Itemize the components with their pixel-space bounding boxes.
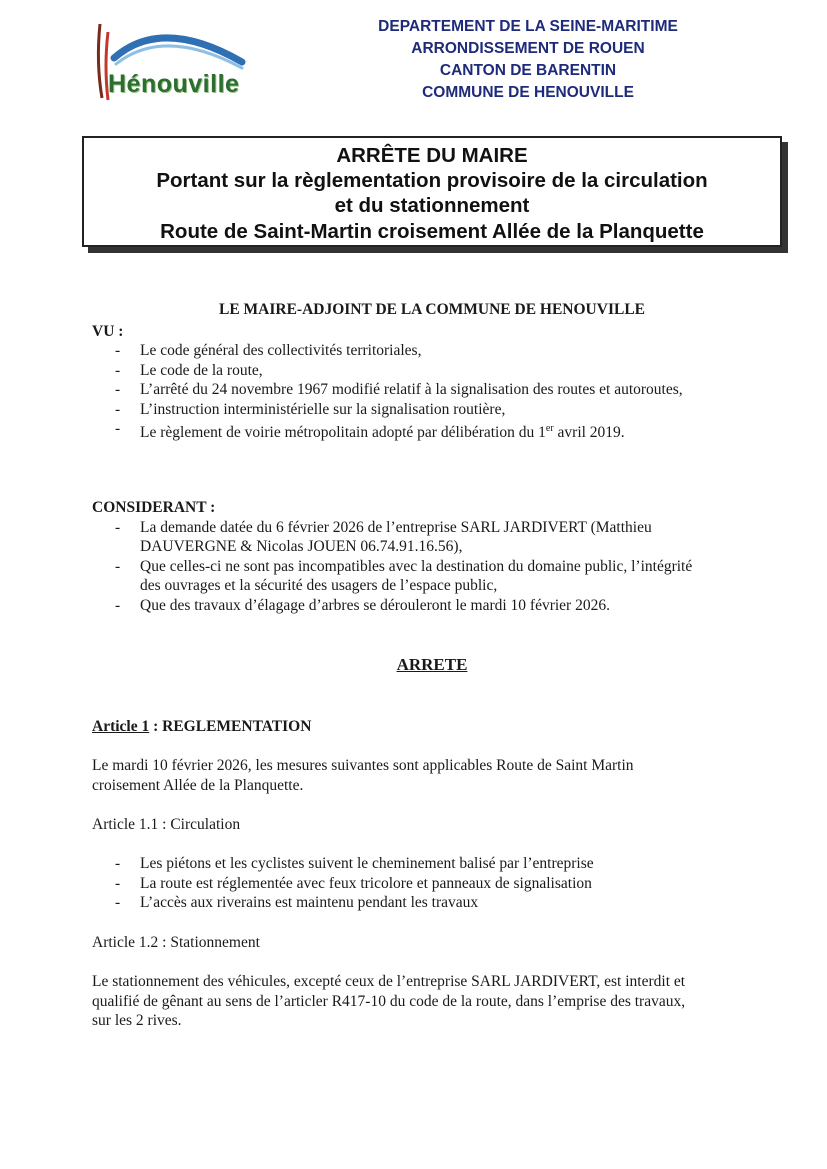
considerant-item1-line2: DAUVERGNE & Nicolas JOUEN 06.74.91.16.56), (140, 538, 463, 555)
header-commune: COMMUNE DE HENOUVILLE (422, 84, 634, 101)
article1-2-heading: Article 1.2 : Stationnement (92, 934, 260, 951)
vu-item: Le code de la route, (140, 362, 263, 379)
vu-item: L’arrêté du 24 novembre 1967 modifié relatif à la signalisation des routes et autoroutes, (140, 381, 683, 398)
article1-heading (92, 717, 311, 737)
list-dash: - (115, 519, 121, 536)
vu-item (140, 419, 780, 443)
list-dash: - (115, 401, 121, 418)
list-dash: - (115, 855, 121, 872)
vu-item-text-end: avril 2019. (553, 424, 625, 442)
article1-2-text-line2: qualifié de gênant au sens de l’articler R417-10 du code de la route, dans l’emprise des travaux, (92, 993, 686, 1010)
vu-item: L’instruction interministérielle sur la signalisation routière, (140, 401, 506, 418)
header-department: DEPARTEMENT DE LA SEINE-MARITIME (378, 18, 678, 35)
title-line4: Route de Saint-Martin croisement Allée de la Planquette (160, 220, 704, 243)
list-dash: - (115, 342, 121, 359)
arrete-heading: ARRETE (396, 655, 468, 674)
vu-item: Le code général des collectivités territoriales, (140, 342, 422, 359)
logo-wordmark: Hénouville (108, 70, 240, 98)
list-dash: - (115, 381, 121, 398)
title-line3: et du stationnement (334, 194, 530, 217)
list-dash: - (115, 558, 121, 575)
authority-heading: LE MAIRE-ADJOINT DE LA COMMUNE DE HENOUVILLE (218, 301, 645, 318)
article1-2-text-line3: sur les 2 rives. (92, 1012, 182, 1029)
list-dash: - (115, 362, 121, 379)
circulation-item: La route est réglementée avec feux tricolore et panneaux de signalisation (140, 875, 592, 892)
article1-text-line2: croisement Allée de la Planquette. (92, 777, 304, 794)
circulation-item: L’accès aux riverains est maintenu pendant les travaux (140, 894, 479, 911)
article1-text-line1: Le mardi 10 février 2026, les mesures suivantes sont applicables Route de Saint Martin (92, 757, 634, 774)
list-dash: - (115, 420, 121, 437)
article1-2-text-line1: Le stationnement des véhicules, excepté ceux de l’entreprise SARL JARDIVERT, est interdit et (92, 973, 686, 990)
vu-item-text: Le règlement de voirie métropolitain adopté par délibération du 1 (140, 424, 546, 442)
list-dash: - (115, 894, 121, 911)
header-arrondissement: ARRONDISSEMENT DE ROUEN (411, 40, 645, 57)
vu-label: VU : (92, 323, 124, 340)
vu-item-sup: er (545, 423, 554, 434)
list-dash: - (115, 597, 121, 614)
considerant-label: CONSIDERANT : (92, 499, 216, 516)
list-dash: - (115, 875, 121, 892)
considerant-item2-line1: Que celles-ci ne sont pas incompatibles avec la destination du domaine public, l’intégrité (140, 558, 693, 575)
considerant-item2-line2: des ouvrages et la sécurité des usagers de l’espace public, (140, 577, 498, 594)
article1-title: : REGLEMENTATION (149, 718, 312, 735)
title-line2: Portant sur la règlementation provisoire de la circulation (156, 169, 708, 192)
circulation-item: Les piétons et les cyclistes suivent le cheminement balisé par l’entreprise (140, 855, 594, 872)
considerant-item3: Que des travaux d’élagage d’arbres se dérouleront le mardi 10 février 2026. (140, 597, 610, 614)
header-canton: CANTON DE BARENTIN (439, 62, 617, 79)
article1-label: Article 1 (92, 718, 150, 735)
article1-1-heading: Article 1.1 : Circulation (92, 816, 241, 833)
title-line1: ARRÊTE DU MAIRE (336, 144, 528, 167)
considerant-item1-line1: La demande datée du 6 février 2026 de l’entreprise SARL JARDIVERT (Matthieu (140, 519, 652, 536)
